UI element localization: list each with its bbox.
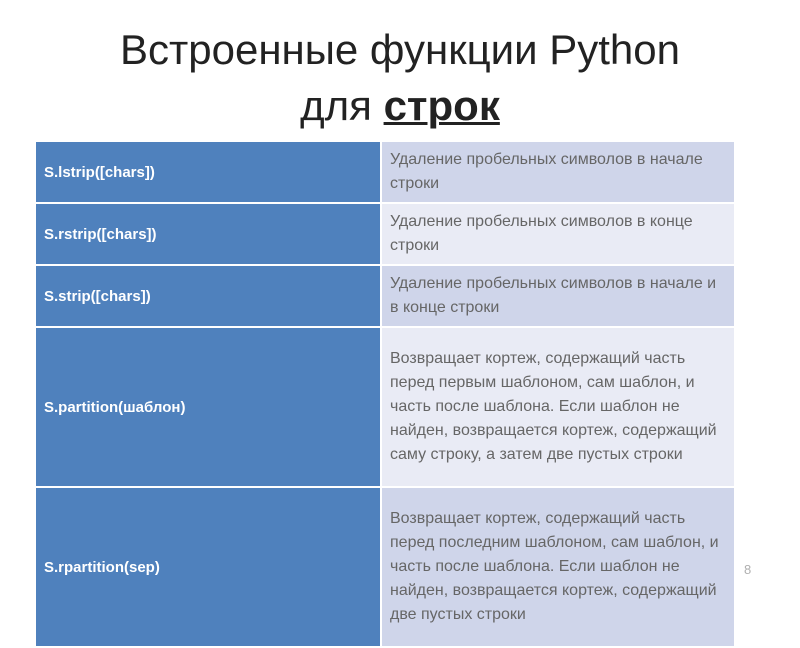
title-prefix: для <box>300 82 384 129</box>
title-line-2 <box>0 78 800 134</box>
slide-title <box>0 22 800 134</box>
function-name-cell: S.rstrip([chars]) <box>36 204 382 266</box>
function-description-cell: Удаление пробельных символов в начале строки <box>382 142 734 204</box>
function-name-cell: S.rpartition(sep) <box>36 488 382 648</box>
table-row <box>36 204 734 266</box>
table-row <box>36 488 734 648</box>
table-row <box>36 142 734 204</box>
functions-table-container <box>36 142 734 623</box>
table-row <box>36 328 734 488</box>
function-description-cell: Удаление пробельных символов в начале и в конце строки <box>382 266 734 328</box>
function-name-cell: S.strip([chars]) <box>36 266 382 328</box>
function-name-cell: S.partition(шаблон) <box>36 328 382 488</box>
function-name-cell: S.lstrip([chars]) <box>36 142 382 204</box>
table-row <box>36 266 734 328</box>
function-description-cell: Удаление пробельных символов в конце строки <box>382 204 734 266</box>
title-emphasis: строк <box>383 82 500 129</box>
page-number: 8 <box>744 562 752 577</box>
function-description-cell: Возвращает кортеж, содержащий часть перед первым шаблоном, сам шаблон, и часть после шаблона. Если шаблон не найден, возвращается кортеж, содержащий саму строку, а затем две пустых строки <box>382 328 734 488</box>
functions-table <box>36 142 734 648</box>
title-line-1: Встроенные функции Python <box>120 26 680 73</box>
function-description-cell: Возвращает кортеж, содержащий часть перед последним шаблоном, сам шаблон, и часть после шаблона. Если шаблон не найден, возвращается кортеж, содержащий две пустых строки <box>382 488 734 648</box>
